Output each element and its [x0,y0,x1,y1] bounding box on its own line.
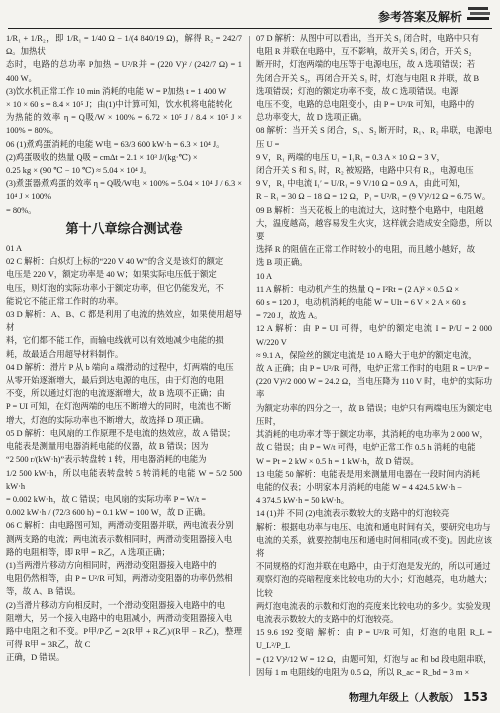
text-line: 15 9.6 192 变暗 解析：由 P = U²/R 可知，灯泡的电阻 R_L = U_L²/P_L [256,628,492,651]
text-line: 故 C 错误；由 P = W/t 可得，电炉正常工作 0.5 h 消耗的电能 [256,443,476,453]
text-line: 解析：根据电功率与电压、电流和通电时间有关，要研究电功与 [256,522,491,532]
text-line: (220 V)²/2 000 W = 24.2 Ω，当电压降为 110 V 时，电炉的实际功率 [256,377,492,400]
text-line: 02 C 解析：白炽灯上标的“220 V 40 W”的含义是该灯的额定 [6,257,224,267]
text-line: (3)煮蛋器煮鸡蛋的效率 η = Q吸/W电 × 100% = 5.04 × 10⁴ J / 6.3 × 10⁴ J × 100% [6,179,242,202]
text-line: 14 (1)并 不同 (2)电流表示数较大的支路中的灯泡较亮 [256,509,450,519]
text-line: × 10 × 60 s = 8.4 × 10⁵ J；由(1)中计算可知，饮水机将电能转化 [6,100,233,110]
text-line: 1/2 500 kW·h，所以电能表转盘转 5 转消耗的电能 W = 5/2 500 kW·h [6,468,242,491]
page-body [0,32,500,680]
text-line: 12 A 解析：由 P = UI 可得，电炉的额定电流 I = P/U = 2 000 W/220 V [256,324,492,347]
header-rule [8,28,492,29]
text-line: 为热能的效率 η = Q吸/W × 100% = 6.72 × 10⁵ J / 8.4 × 10⁵ J × 100% = 80%。 [6,113,242,136]
text-line: 0.25 kg × (90 ℃ − 10 ℃) ≈ 5.04 × 10⁴ J。 [6,166,152,176]
text-line: 05 D 解析：电风扇的工作原理不是电流的热效应，故 A 错误； [6,428,236,438]
text-line: 07 D 解析：从图中可以看出，当开关 S₁ 闭合时，电路中只有 [256,34,479,43]
text-line: 因每 1 m 电阻线的电阻为 0.5 Ω，所以 R_ac = R_bd = 3 m × [256,667,470,677]
text-line: 电流的关系，就要控制电压和通电时间相同(或不变)。因此应该将 [256,535,492,558]
text-line: 阻增大，另一个接入电路中的电阻减小，两滑动变阻器接入电 [6,613,233,623]
text-line: 选择 R 的阻值在正常工作时较小的电阻，而且越小越好，故 [256,245,476,255]
text-line: 态时，电路的总功率 P加热 = U²/R并 = (220 V)² / (242/7 Ω) = 1 400 W。 [6,60,242,83]
text-line: 不同规格的灯泡并联在电路中，由于灯泡是发光的，所以可通过 [256,562,491,572]
text-line: 06 (1)煮鸡蛋消耗的电能 W电 = 63/3 600 kW·h = 6.3 × 10⁴ J。 [6,139,225,149]
text-line: 等，故 A、B 错误。 [6,587,81,597]
text-line: 先闭合开关 S₂，再闭合开关 S₁ 时，灯泡与电阻 R 并联，故 B [256,73,480,83]
section-title: 第十八章综合测试卷 [65,221,183,237]
text-line: 11 A 解析：电动机产生的热量 Q = I²Rt = (2 A)² × 0.5 Ω × [256,284,460,294]
text-line: 08 解析：当开关 S 闭合，S₁、S₂ 断开时，R₁、R₂ 串联，电源电压 U = [256,126,492,149]
text-line: 电压是 220 V，额定功率是 40 W；如果实际电压低于额定 [6,270,217,280]
text-line: R − R₁ = 30 Ω − 18 Ω = 12 Ω，P₁ = U²/R₁ = (9 V)²/12 Ω = 6.75 W。 [256,192,491,202]
text-line: W = Pt = 2 kW × 0.5 h = 1 kW·h，故 D 错误。 [256,456,419,466]
left-column [6,32,242,680]
text-line: 电阻仍然相等，由 P = U²/R 可知，两滑动变阻器的功率仍然相 [6,574,233,584]
footer-label: 物理九年级上（人教版） [348,693,459,704]
text-line: 04 D 解析：滑片 P 从 b 端向 a 端滑动的过程中，灯两端的电压 [6,362,234,372]
page-number: 153 [462,690,488,704]
text-line: 9 V，R₁ 中电流 I₁′ = U/R₁ = 9 V/10 Ω = 0.9 A，由此可知， [256,179,466,189]
text-line: 不变，所以通过灯泡的电流逐渐增大，故 B 选项不正确；由 [6,389,226,399]
text-line: = 720 J，故选 A。 [256,311,323,321]
column-divider [249,36,250,676]
text-line: 06 C 解析：由电路图可知，两滑动变阻器并联，两电流表分别 [6,521,234,531]
text-line: P = UI 可知，在灯泡两端的电压不断增大的同时，电流也不断 [6,402,232,412]
right-column [256,32,492,680]
text-line: ≈ 9.1 A，保险丝的额定电流是 10 A 略大于电炉的额定电流， [256,350,477,360]
text-line: 路的电阻相等，即 R甲 = R乙，A 选项正确； [6,547,170,557]
text-line: 观察灯泡的亮暗程度来比较电功的大小；灯泡越亮，电功越大；比较 [256,575,492,598]
text-line: 13 电能 50 解析：电能表是用来测量用电器在一段时间内消耗 [256,469,481,479]
text-line: 增大，灯泡的实际功率也不断增大，故选择 D 项正确。 [6,415,209,425]
text-line: 选 B 项正确。 [256,258,308,268]
text-line: 两灯泡电流表的示数和灯泡的亮度来比较电功的多少。实验发现 [256,601,491,611]
text-line: 正确，D 错误。 [6,653,65,663]
text-line: 电能的仪表；小明家本月消耗的电能 W = 4 424.5 kW·h − [256,482,462,492]
text-line: 电压，则灯泡的实际功率小于额定功率，但它仍能发光，不 [6,283,224,293]
text-line: “2 500 r/(kW·h)”表示转盘转 1 转，用电器消耗的电能为 [6,455,207,465]
text-line: 耗，故最适合用超导材料制作。 [6,349,124,359]
text-line [256,679,492,680]
page-footer [349,689,488,705]
text-line: 故 A 正确；由 P = U²/R 可得，电炉正常工作时的电阻 R = U²/P = [256,364,490,374]
text-line: 断开时，灯泡两端的电压等于电源电压，故 A 选项错误；若 [256,60,476,70]
text-line: 路中电阻之和不变。P甲/P乙 = 2(R甲 + R乙)/(R甲 − R乙)，整理可得 R甲 = 3R乙，故 C [6,626,242,650]
text-line: 4 374.5 kW·h = 50 kW·h。 [256,496,350,506]
text-line: 其消耗的电功率才等于额定功率，其消耗的电功率为 2 000 W， [256,430,488,440]
text-line: 电能表是测量用电器消耗电能的仪器，故 B 错误；因为 [6,442,209,452]
text-line: 从零开始逐渐增大，最后到达电源的电压，由于灯泡的电阻 [6,376,224,386]
text-line: 60 s = 120 J，电动机消耗的电能 W = UIt = 6 V × 2 A × 60 s [256,298,466,308]
text-line: (1)当两滑片移动方向相同时，两滑动变阻器接入电路中的 [6,560,217,570]
text-line: = 80%。 [6,205,37,215]
text-line: 电阻 R 并联在电路中，互不影响，故开关 S₁ 闭合，开关 S₂ [256,47,472,57]
text-line: 1/R₁ + 1/R₂，即 1/R₁ = 1/40 Ω − 1/(4 840/19 Ω)，解得 R₂ = 242/7 Ω。加热状 [6,34,242,57]
text-line: 能说它不能正常工作时的功率。 [6,296,124,306]
text-line: = 0.002 kW·h，故 C 错误；电风扇的实际功率 P = W/t = [6,494,207,504]
text-line: 测两支路的电流；两电流表示数相同时，两滑动变阻器接入电 [6,534,233,544]
text-line: 10 A [256,271,273,281]
book-stack-icon [466,4,492,24]
text-line: 电流表示数较大的支路中的灯泡较亮。 [256,614,399,624]
text-line: 03 D 解析：A、B、C 都是利用了电流的热效应，如果使用超导材 [6,310,242,333]
header-title: 参考答案及解析 [377,10,462,24]
text-line: 料，它们都不能工作，而输电线就可以有效地减少电能的损 [6,336,224,346]
text-line: 01 A [6,244,23,254]
text-line: 为额定功率的四分之一，故 B 错误；电炉只有两端电压为额定电压时， [256,403,492,426]
text-line: 闭合开关 S 和 S₁ 时，R₂ 被短路，电路中只有 R₁，电源电压 [256,166,474,176]
text-line: (2)当滑片移动方向相反时，一个滑动变阻器接入电路中的电 [6,600,226,610]
text-line: 9 V，R₁ 两端的电压 U₁ = I₁R₁ = 0.3 A × 10 Ω = 3 V， [256,152,446,162]
text-line: 电压不变，电路的总电阻变小，由 P = U²/R 可知，电路中的 [256,100,475,110]
text-line: (2)鸡蛋吸收的热量 Q吸 = cmΔt = 2.1 × 10³ J/(kg·℃) × [6,152,198,162]
page-header [0,0,500,30]
text-line: 09 B 解析：当天花板上的电流过大，这时整个电路中，电阻越 [256,205,484,215]
text-line: (3)饮水机正常工作 10 min 消耗的电能 W = P加热 t = 1 400 W [6,86,227,96]
text-line: = (12 V)²/12 W = 12 Ω，由题可知，灯泡与 ac 和 bd 段电阻串联， [256,654,492,664]
text-line: 选项错误；灯泡的额定功率不变，故 C 选项错误。电源 [256,86,459,96]
text-line: 总功率变大，故 D 选项正确。 [256,113,367,123]
text-line: 0.002 kW·h / (72/3 600 h) = 0.1 kW = 100 W，故 D 正确。 [6,508,211,518]
text-line: 大，温度越高，越容易发生火灾，这样就会造成安全隐患，所以要 [256,218,492,242]
